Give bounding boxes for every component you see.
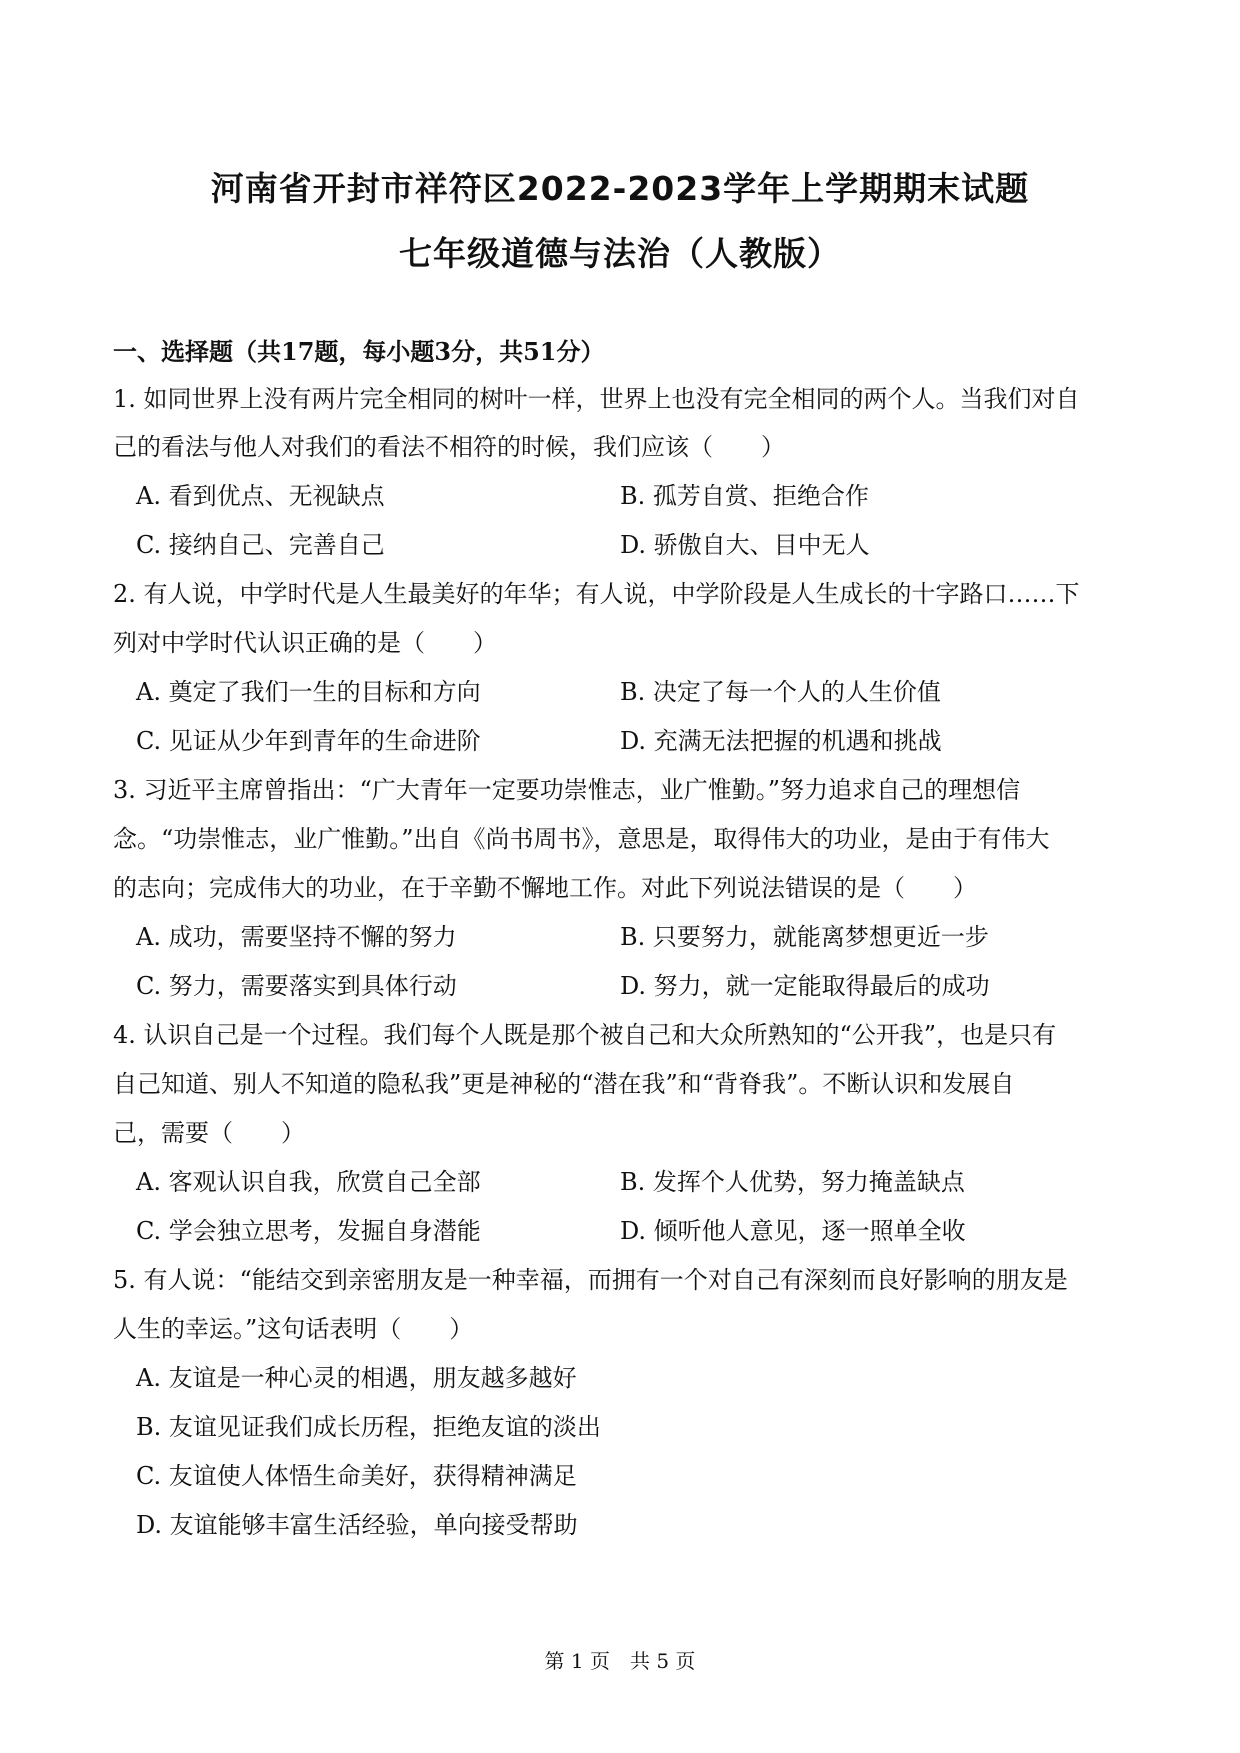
question-stem-line: 己，需要（ ） <box>113 1119 305 1147</box>
option-a: A. 成功，需要坚持不懈的努力 <box>136 923 457 951</box>
question-stem-line: 自己知道、别人不知道的隐私我”更是神秘的“潜在我”和“背脊我”。不断认识和发展自 <box>113 1070 1015 1098</box>
exam-title-line-1: 河南省开封市祥符区2022-2023学年上学期期末试题 <box>210 169 1030 208</box>
question-stem-line: 4. 认识自己是一个过程。我们每个人既是那个被自己和大众所熟知的“公开我”，也是只有 <box>113 1021 1057 1049</box>
option-a: A. 奠定了我们一生的目标和方向 <box>136 678 481 706</box>
question-stem-line: 念。“功崇惟志，业广惟勤。”出自《尚书周书》，意思是，取得伟大的功业，是由于有伟大 <box>113 825 1050 853</box>
page-footer: 第 1 页 共 5 页 <box>544 1649 696 1673</box>
option-d: D. 友谊能够丰富生活经验，单向接受帮助 <box>136 1511 578 1539</box>
option-b: B. 决定了每一个人的人生价值 <box>620 678 941 706</box>
option-b: B. 孤芳自赏、拒绝合作 <box>620 482 869 510</box>
option-b: B. 只要努力，就能离梦想更近一步 <box>620 923 989 951</box>
option-d: D. 骄傲自大、目中无人 <box>620 531 870 559</box>
option-c: C. 学会独立思考，发掘自身潜能 <box>136 1217 481 1245</box>
exam-title-line-2: 七年级道德与法治（人教版） <box>399 234 841 273</box>
option-b: B. 发挥个人优势，努力掩盖缺点 <box>620 1168 965 1196</box>
question-stem-line: 3. 习近平主席曾指出：“广大青年一定要功崇惟志，业广惟勤。”努力追求自己的理想信 <box>113 776 1021 804</box>
option-a: A. 看到优点、无视缺点 <box>136 482 385 510</box>
option-d: D. 努力，就一定能取得最后的成功 <box>620 972 990 1000</box>
section-heading: 一、选择题（共17题，每小题3分，共51分） <box>113 337 605 366</box>
question-stem-line: 人生的幸运。”这句话表明（ ） <box>113 1315 474 1343</box>
option-b: B. 友谊见证我们成长历程，拒绝友谊的淡出 <box>136 1413 601 1441</box>
option-d: D. 倾听他人意见，逐一照单全收 <box>620 1217 966 1245</box>
option-c: C. 努力，需要落实到具体行动 <box>136 972 457 1000</box>
question-stem-line: 的志向；完成伟大的功业，在于辛勤不懈地工作。对此下列说法错误的是（ ） <box>113 874 977 902</box>
question-stem-line: 1. 如同世界上没有两片完全相同的树叶一样，世界上也没有完全相同的两个人。当我们对自 <box>113 385 1080 413</box>
question-stem-line: 5. 有人说：“能结交到亲密朋友是一种幸福，而拥有一个对自己有深刻而良好影响的朋友是 <box>113 1266 1068 1294</box>
question-stem-line: 列对中学时代认识正确的是（ ） <box>113 629 497 657</box>
question-stem-line: 2. 有人说，中学时代是人生最美好的年华；有人说，中学阶段是人生成长的十字路口……下 <box>113 580 1080 608</box>
question-stem-line: 己的看法与他人对我们的看法不相符的时候，我们应该（ ） <box>113 433 785 461</box>
option-a: A. 友谊是一种心灵的相遇，朋友越多越好 <box>136 1364 577 1392</box>
option-c: C. 友谊使人体悟生命美好，获得精神满足 <box>136 1462 577 1490</box>
option-c: C. 见证从少年到青年的生命进阶 <box>136 727 481 755</box>
option-c: C. 接纳自己、完善自己 <box>136 531 385 559</box>
option-d: D. 充满无法把握的机遇和挑战 <box>620 727 942 755</box>
option-a: A. 客观认识自我，欣赏自己全部 <box>136 1168 481 1196</box>
